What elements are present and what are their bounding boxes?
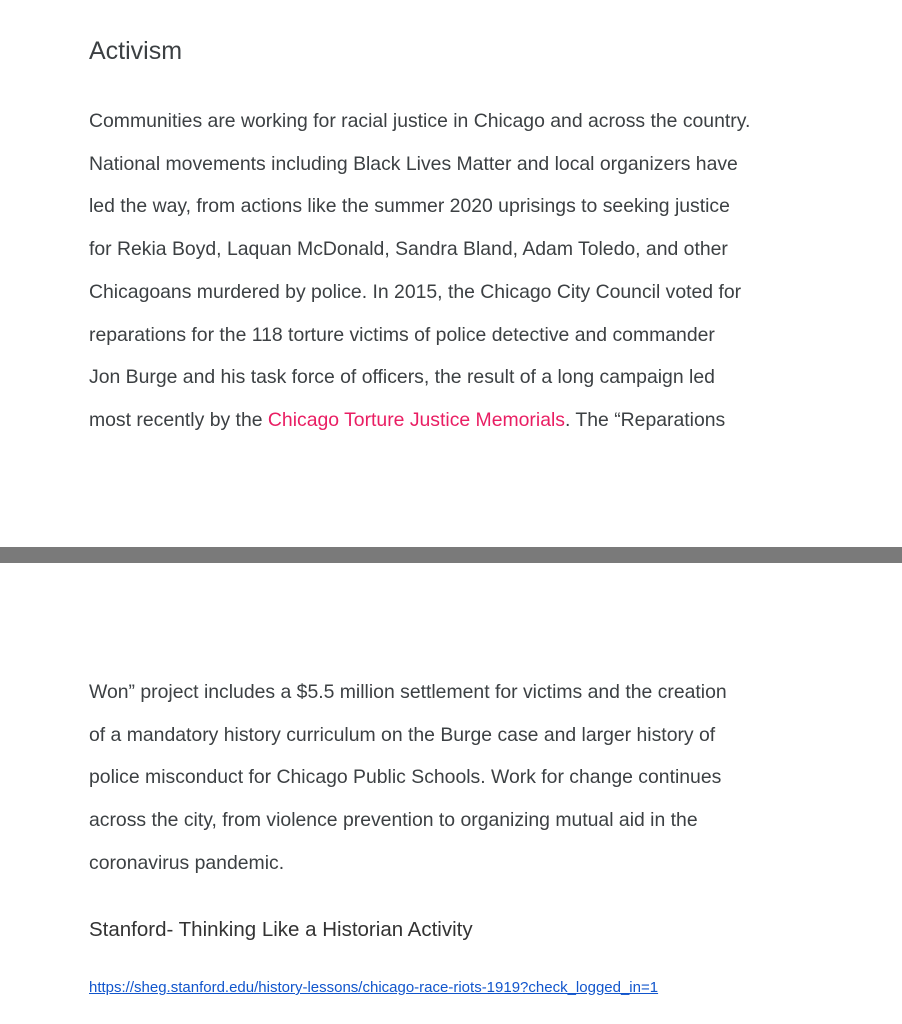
paragraph-line-with-link: [89, 399, 750, 442]
paragraph-line: led the way, from actions like the summer 2020 uprisings to seeking justice: [89, 195, 730, 218]
paragraph-text: . The “Reparations: [565, 408, 726, 431]
stanford-lesson-url-link[interactable]: https://sheg.stanford.edu/history-lessons/chicago-race-riots-1919?check_logged_in=1: [89, 979, 659, 996]
paragraph-line: of a mandatory history curriculum on the Burge case and larger history of: [89, 723, 716, 746]
paragraph-line: Communities are working for racial justice in Chicago and across the country.: [89, 110, 751, 132]
paragraph-line: National movements including Black Lives Matter and local organizers have: [89, 152, 738, 175]
paragraph-line: reparations for the 118 torture victims of police detective and commander: [89, 323, 715, 346]
chicago-torture-justice-memorials-link[interactable]: Chicago Torture Justice Memorials: [267, 408, 565, 431]
paragraph-activism: [89, 100, 750, 442]
paragraph-line: for Rekia Boyd, Laquan McDonald, Sandra Bland, Adam Toledo, and other: [89, 238, 728, 261]
page-break-divider: [0, 547, 902, 563]
paragraph-line: police misconduct for Chicago Public Schools. Work for change continues: [89, 766, 722, 789]
paragraph-reparations-continued: [89, 671, 727, 885]
stanford-activity-heading: Stanford- Thinking Like a Historian Activity: [89, 918, 473, 941]
section-heading: Activism: [89, 37, 183, 65]
paragraph-line: Jon Burge and his task force of officers, the result of a long campaign led: [89, 366, 715, 389]
paragraph-line: Chicagoans murdered by police. In 2015, the Chicago City Council voted for: [89, 280, 742, 303]
paragraph-line: across the city, from violence prevention to organizing mutual aid in the: [89, 809, 698, 832]
paragraph-line: Won” project includes a $5.5 million settlement for victims and the creation: [89, 681, 727, 703]
paragraph-line: coronavirus pandemic.: [89, 851, 285, 874]
paragraph-text: most recently by the: [89, 408, 268, 431]
